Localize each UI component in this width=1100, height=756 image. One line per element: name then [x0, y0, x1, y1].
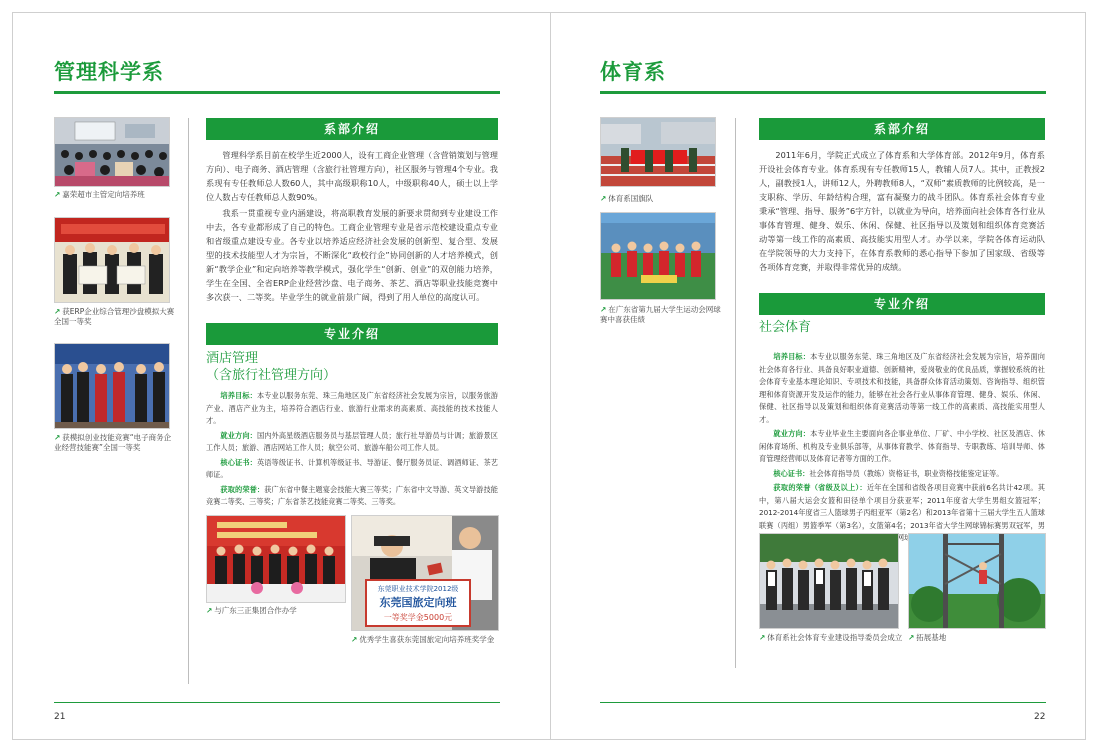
- caption-outdoor-base: ↗ 拓展基地: [908, 633, 947, 642]
- arrow-icon: ↗: [54, 307, 61, 316]
- left-dept-title: 管理科学系: [54, 60, 164, 84]
- caption-sanzheng-cooperation: ↗ 与广东三正集团合作办学: [206, 606, 297, 615]
- right-title-rule: [600, 91, 1046, 94]
- arrow-icon: ↗: [759, 633, 766, 642]
- caption-flag-team: ↗ 体育系国旗队: [600, 194, 654, 203]
- arrow-icon: ↗: [600, 305, 607, 314]
- right-major-name: 社会体育: [759, 320, 812, 335]
- left-major-name-line1: 酒店管理: [206, 351, 259, 366]
- caption-erp-award: ↗ 获ERP企业综合管理沙盘模拟大赛全国一等奖: [54, 307, 175, 326]
- caption-scholarship: ↗ 优秀学生喜获东莞国旅定向培养班奖学金: [351, 635, 495, 644]
- scholarship-cheque-text: 一等奖学金5000元: [383, 613, 453, 622]
- left-intro-paragraph-1: 管理科学系目前在校学生近2000人，设有工商企业管理（含营销策划与管理方向）、电子商务、酒店管理（含旅行社管理方向），社区服务与管理4个专业。我系现有专任教师总人数60人，其中高级职称10人，中级职称40人，硕士以上学位人数占专任教师总人数90%。: [206, 150, 498, 202]
- arrow-icon: ↗: [206, 606, 213, 615]
- right-dept-title: 体育系: [600, 60, 666, 84]
- left-detail-honors: 获取的荣誉：获广东省中餐主题宴会技能大赛三等奖；广东省中文导游、英文导游技能竞赛二等奖、三等奖；广东省茶艺技能竞赛二等奖、三等奖。: [206, 484, 498, 506]
- photo-ecommerce-award: [54, 343, 170, 429]
- photo-scholarship: [351, 515, 499, 631]
- left-column-divider: [188, 118, 189, 684]
- photo-flag-team: [600, 117, 716, 187]
- left-major-header: 专业介绍: [206, 323, 498, 345]
- scholarship-banner-text: 东莞国旅定向班: [379, 596, 457, 609]
- caption-classroom: ↗ 嘉荣超市主管定向培养班: [54, 190, 145, 199]
- right-bottom-rule: [600, 702, 1046, 703]
- right-detail-career: 就业方向：本专业毕业生主要面向各企事业单位、厂矿、中小学校、社区及酒店、休闲体育场所、机构及专业俱乐部等，从事体育教学、体育指导、专职教练、培训导师、体育管理经营师以及体育记者等方面的工作。: [759, 429, 1045, 463]
- left-title-rule: [54, 91, 500, 94]
- arrow-icon: ↗: [54, 433, 61, 442]
- left-major-name: [206, 350, 498, 384]
- right-major-header: 专业介绍: [759, 293, 1045, 315]
- right-detail-goal: 培养目标：本专业以服务东莞、珠三角地区及广东省经济社会发展为宗旨，培养面向社会体育各行业、具备良好职业道德、创新精神，爱岗敬业的优良品质，掌握较系统的社会体育专业基本理论知识、专项技术和技能，具备群众体育活动策划、咨询指导、组织管理和体育资源开发及运作的能力，能够在社会各行业从事体育管理、健身、娱乐、休闲、保健、社区指导以及策划和组织体育竞赛活动等第一线工作的高素质、高技能实用型人才。: [759, 352, 1045, 424]
- photo-sanzheng-cooperation: [206, 515, 346, 603]
- right-intro-text: [759, 148, 1045, 276]
- photo-erp-award: [54, 217, 170, 303]
- right-major-details: [759, 351, 1045, 547]
- photo-tennis-team: [600, 212, 716, 300]
- left-intro-paragraph-2: 我系一贯重视专业内涵建设，将高职教育发展的新要求贯彻到专业建设工作中去，各专业都形成了自己的特色。工商企业管理专业是省示范校建设重点专业和省级重点建设专业。各专业以培养适应经济社会发展的创新型、复合型、发展型的技术技能型人才为宗旨，不断深化“政校行企”协同创新的人才培养模式，创新“教学企业”和定向培养等教学模式，强化学生“创新、创业”的双创能力培养，学生在全国、全省ERP企业经营沙盘、电子商务、茶艺、酒店等职业技能竞赛中多次获一、二等奖。毕业学生的就业前景广阔，得到了用人单位的高度认可。: [206, 208, 498, 302]
- arrow-icon: ↗: [54, 190, 61, 199]
- left-detail-goal: 培养目标：本专业以服务东莞、珠三角地区及广东省经济社会发展为宗旨，以服务旅游产业、酒店产业为主，培养符合酒店行业、旅游行业需求的高素质、高技能的技术技能人才。: [206, 391, 498, 425]
- left-bottom-rule: [54, 702, 500, 703]
- photo-outdoor-base: [908, 533, 1046, 629]
- right-detail-honors: 获取的荣誉（省级及以上）：近年在全国和省级各项目竞赛中获前6名共计42项。其中，第八届大运会女篮和田径单个项目分获亚军；2011年度省大学生男组女篮冠军；2012-2014年度省三人篮球男子丙组亚军（第2名）和2013年省第十三届大学生五人篮球联赛（丙组）男篮季军（第3名），女篮第4名；2013年省大学生网球锦标赛男双冠军，男 三角网球群比: [759, 483, 1045, 542]
- scholarship-top-text: 东莞职业技术学院2012级: [377, 585, 459, 593]
- left-major-details: [206, 390, 498, 511]
- left-page-number: 21: [54, 712, 66, 722]
- photo-committee: [759, 533, 899, 629]
- caption-tennis-team: ↗ 在广东省第九届大学生运动会网球赛中喜获佳绩: [600, 305, 721, 324]
- arrow-icon: ↗: [600, 194, 607, 203]
- left-detail-career: 就业方向：国内外高星级酒店服务员与基层管理人员；旅行社导游员与计调；旅游景区工作人员；旅游、酒店网站工作人员；航空公司、旅游车船公司工作人员。: [206, 430, 498, 452]
- left-intro-text: [206, 148, 498, 306]
- right-column-divider: [735, 118, 736, 668]
- arrow-icon: ↗: [351, 635, 358, 644]
- left-page: [12, 12, 550, 740]
- left-intro-header: 系部介绍: [206, 118, 498, 140]
- right-detail-certificates: 核心证书：社会体育指导员（教练）资格证书，职业资格技能鉴定证等。: [773, 468, 1004, 478]
- right-intro-header: 系部介绍: [759, 118, 1045, 140]
- right-page-number: 22: [1034, 712, 1046, 722]
- photo-classroom: [54, 117, 170, 187]
- left-detail-certificates: 核心证书：英语等级证书、计算机等级证书、导游证、餐厅服务员证、调酒师证、茶艺师证。: [206, 457, 498, 479]
- arrow-icon: ↗: [908, 633, 915, 642]
- right-intro-paragraph-1: 2011年6月，学院正式成立了体育系和大学体育部。2012年9月，体育系开设社会体育专业。体育系现有专任教师15人，教辅人员7人。其中，正教授2人，副教授1人，讲师12人，外聘教师8人，“双师”素质教师的比例较高，是一支职称、学历、年龄结构合理，富有凝聚力的战斗团队。体育系社会体育专业秉承“管理、指导、服务”6字方针，以就业为导向，培养面向社会体育各行业从事体育管理、健身、娱乐、休闲、保健、社区指导以及策划和组织体育竞赛活动等第一线工作的高素质、高技能实用型人才。办学以来，学院各体育运动队在学院领导的大力支持下，在体育系教师的悉心指导下参加了国家级、省级等各项体育竞赛，并取得非常优异的成绩。: [759, 150, 1045, 272]
- right-page: [551, 12, 1086, 740]
- caption-ecommerce-award: ↗ 获模拟创业技能竞赛“电子商务企业经营技能赛”全国一等奖: [54, 433, 172, 452]
- caption-committee: ↗ 体育系社会体育专业建设指导委员会成立: [759, 633, 903, 642]
- left-major-name-line2: （含旅行社管理方向）: [206, 368, 337, 383]
